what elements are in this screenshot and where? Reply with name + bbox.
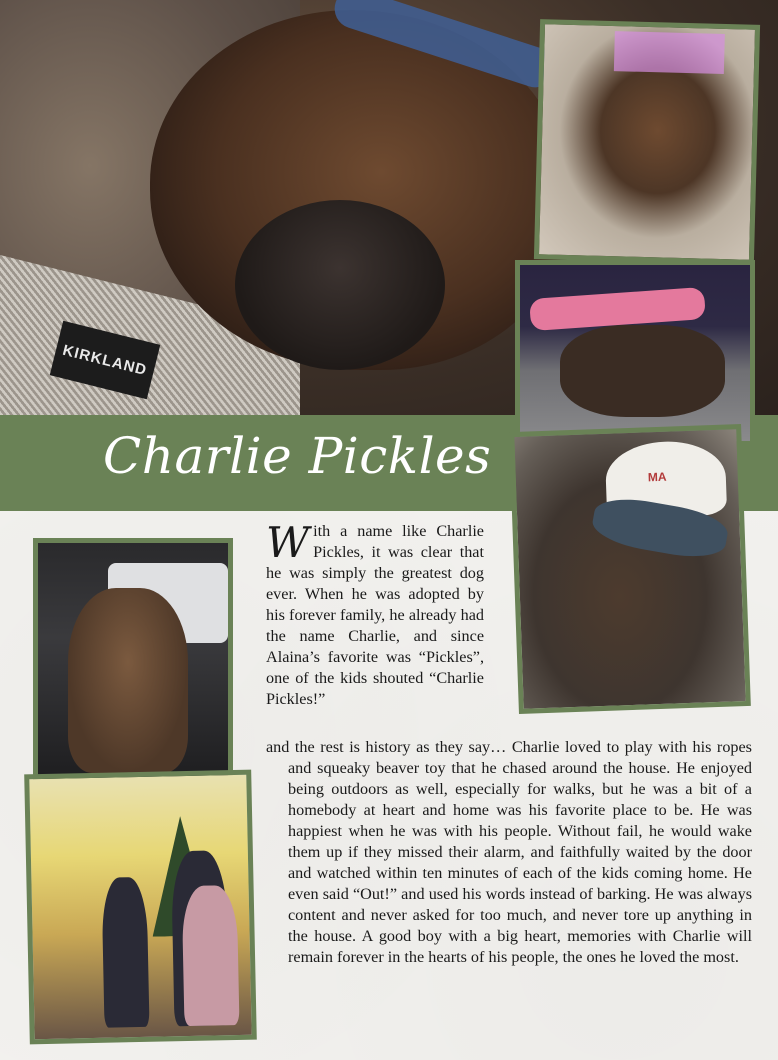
dog-in-car <box>68 588 188 773</box>
girl-in-pajamas <box>182 885 240 1026</box>
bed-brand-label: KIRKLAND <box>50 321 161 400</box>
cap-text: MA <box>647 469 667 485</box>
pink-toy <box>614 31 725 74</box>
page-title: Charlie Pickles <box>103 427 492 485</box>
story-paragraph-1: ith a name like Charlie Pickles, it was clear that he was simply the greatest dog ever. When he was adopted by his forever family, he already had the name Charlie, and since Alaina’s favorite was “Pickles”, one of the kids shouted “Charlie Pickles!” <box>266 522 484 708</box>
drop-cap: W <box>266 518 310 567</box>
story-continuation <box>266 737 752 968</box>
photo-girl-hugging-dog <box>515 260 755 446</box>
person-left <box>101 877 149 1028</box>
story-intro <box>266 518 484 710</box>
dog-figure <box>560 325 725 417</box>
story-paragraph-2: and the rest is history as they say… Charlie loved to play with his ropes and squeaky beaver toy that he chased around the house. He enjoyed being outdoors as well, especially for walks, but he was a bit of a homebody at heart and home was his favorite place to be. He was happiest when he was with his people. Without fail, he would wake them up if they missed their alarm, and faithfully waited by the door and watched within ten minutes of each of the kids coming home. He even said “Out!” and used his words instead of barking. He was always content and never asked for too much, and never tore up anything in the house. A good boy with a big heart, memories with Charlie will remain forever in the hearts of his people, the ones he loved the most. <box>266 738 752 966</box>
photo-family-christmas <box>24 770 257 1045</box>
photo-puppy <box>534 19 760 265</box>
photo-dog-in-car <box>33 538 233 784</box>
photo-dog-with-cap <box>509 424 751 714</box>
dog-muzzle <box>235 200 445 370</box>
